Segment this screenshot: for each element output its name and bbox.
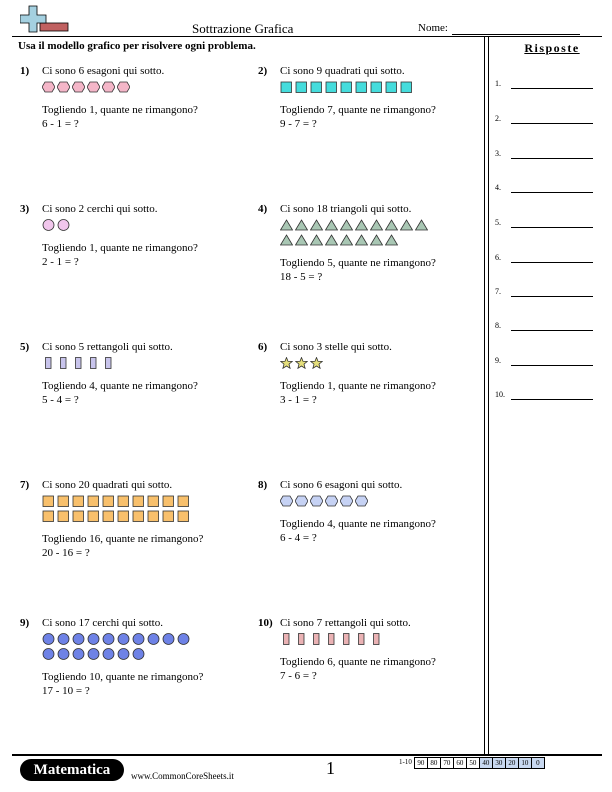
score-cell: 80: [427, 757, 441, 769]
square-icon: [42, 495, 55, 507]
square-icon: [385, 81, 398, 93]
answer-item: [495, 149, 595, 163]
circle-icon: [117, 648, 130, 660]
answer-number: 9.: [495, 356, 501, 365]
square-icon: [400, 81, 413, 93]
answer-number: 4.: [495, 183, 501, 192]
shape-model: [42, 81, 247, 93]
page-number: 1: [326, 758, 335, 778]
rect-icon: [87, 357, 100, 369]
column-divider-left: [484, 36, 485, 754]
rect-icon: [370, 633, 383, 645]
problem-question: Togliendo 1, quante ne rimangono?: [42, 104, 198, 116]
shape-model: [42, 633, 247, 660]
score-cell: 70: [440, 757, 454, 769]
square-icon: [147, 495, 160, 507]
answer-item: [495, 321, 595, 335]
score-cell: 60: [453, 757, 467, 769]
circle-icon: [42, 648, 55, 660]
problem-number: 8): [258, 479, 268, 491]
score-cell: 50: [466, 757, 480, 769]
triangle-icon: [295, 234, 308, 246]
problem-question: Togliendo 7, quante ne rimangono?: [280, 104, 436, 116]
hexagon-icon: [280, 495, 293, 507]
square-icon: [147, 510, 160, 522]
shape-model: [42, 219, 247, 231]
shape-model: [42, 495, 247, 522]
site-url: www.CommonCoreSheets.it: [131, 771, 234, 781]
answer-number: 5.: [495, 218, 501, 227]
rect-icon: [280, 633, 293, 645]
square-icon: [132, 510, 145, 522]
problem-equation: 20 - 16 = ?: [42, 547, 90, 559]
star-icon: [280, 357, 293, 369]
page-title: Sottrazione Grafica: [192, 21, 294, 36]
problem-number: 5): [20, 341, 30, 353]
circle-icon: [72, 633, 85, 645]
triangle-icon: [340, 219, 353, 231]
star-icon: [310, 357, 323, 369]
rect-icon: [102, 357, 115, 369]
shape-model: [280, 81, 485, 93]
circle-icon: [177, 633, 190, 645]
answer-line[interactable]: [511, 158, 593, 159]
rect-icon: [355, 633, 368, 645]
square-icon: [102, 495, 115, 507]
triangle-icon: [325, 219, 338, 231]
answer-item: [495, 390, 595, 404]
logo-icon: [20, 4, 70, 36]
rect-icon: [57, 357, 70, 369]
problem-equation: 7 - 6 = ?: [280, 670, 317, 682]
problem-question: Togliendo 1, quante ne rimangono?: [280, 380, 436, 392]
answer-line[interactable]: [511, 365, 593, 366]
problem-text: Ci sono 9 quadrati qui sotto.: [280, 65, 405, 77]
answer-item: [495, 79, 595, 93]
problem-question: Togliendo 10, quante ne rimangono?: [42, 671, 204, 683]
rect-icon: [295, 633, 308, 645]
triangle-icon: [280, 234, 293, 246]
answer-line[interactable]: [511, 88, 593, 89]
answer-number: 10.: [495, 390, 505, 399]
square-icon: [42, 510, 55, 522]
score-cell: 30: [492, 757, 506, 769]
answer-item: [495, 183, 595, 197]
rect-icon: [340, 633, 353, 645]
circle-icon: [147, 633, 160, 645]
problem-text: Ci sono 2 cerchi qui sotto.: [42, 203, 158, 215]
problem-text: Ci sono 6 esagoni qui sotto.: [280, 479, 403, 491]
triangle-icon: [280, 219, 293, 231]
hexagon-icon: [57, 81, 70, 93]
square-icon: [340, 81, 353, 93]
problem-question: Togliendo 5, quante ne rimangono?: [280, 257, 436, 269]
problem-text: Ci sono 6 esagoni qui sotto.: [42, 65, 165, 77]
square-icon: [177, 510, 190, 522]
triangle-icon: [385, 219, 398, 231]
answer-line[interactable]: [511, 296, 593, 297]
triangle-icon: [325, 234, 338, 246]
triangle-icon: [385, 234, 398, 246]
problem-number: 6): [258, 341, 268, 353]
square-icon: [57, 495, 70, 507]
triangle-icon: [370, 234, 383, 246]
square-icon: [117, 495, 130, 507]
hexagon-icon: [72, 81, 85, 93]
score-cell: 40: [479, 757, 493, 769]
rect-icon: [72, 357, 85, 369]
square-icon: [57, 510, 70, 522]
score-cell: 90: [414, 757, 428, 769]
star-icon: [295, 357, 308, 369]
circle-icon: [42, 219, 55, 231]
rect-icon: [42, 357, 55, 369]
circle-icon: [162, 633, 175, 645]
triangle-icon: [400, 219, 413, 231]
problem-text: Ci sono 17 cerchi qui sotto.: [42, 617, 163, 629]
problem-question: Togliendo 1, quante ne rimangono?: [42, 242, 198, 254]
problem-text: Ci sono 5 rettangoli qui sotto.: [42, 341, 173, 353]
problem-equation: 18 - 5 = ?: [280, 271, 323, 283]
square-icon: [102, 510, 115, 522]
column-divider-right: [488, 36, 489, 754]
circle-icon: [72, 648, 85, 660]
rect-icon: [310, 633, 323, 645]
square-icon: [117, 510, 130, 522]
score-cell: 20: [505, 757, 519, 769]
hexagon-icon: [310, 495, 323, 507]
problem-number: 9): [20, 617, 30, 629]
problem-text: Ci sono 3 stelle qui sotto.: [280, 341, 392, 353]
header-divider: [12, 36, 602, 37]
hexagon-icon: [325, 495, 338, 507]
score-cell: 1-10: [399, 758, 412, 766]
score-cell: 0: [531, 757, 545, 769]
square-icon: [72, 510, 85, 522]
brand-badge: Matematica: [20, 759, 124, 781]
shape-model: [280, 495, 485, 507]
hexagon-icon: [42, 81, 55, 93]
circle-icon: [42, 633, 55, 645]
square-icon: [325, 81, 338, 93]
problem-number: 1): [20, 65, 30, 77]
answer-line[interactable]: [511, 192, 593, 193]
answer-item: [495, 114, 595, 128]
circle-icon: [57, 219, 70, 231]
circle-icon: [57, 633, 70, 645]
circle-icon: [132, 648, 145, 660]
square-icon: [280, 81, 293, 93]
hexagon-icon: [355, 495, 368, 507]
triangle-icon: [310, 219, 323, 231]
problem-question: Togliendo 6, quante ne rimangono?: [280, 656, 436, 668]
problem-number: 7): [20, 479, 30, 491]
answer-item: [495, 287, 595, 301]
score-table: [398, 757, 545, 769]
square-icon: [87, 495, 100, 507]
triangle-icon: [355, 219, 368, 231]
problem-question: Togliendo 4, quante ne rimangono?: [42, 380, 198, 392]
circle-icon: [87, 633, 100, 645]
answer-item: [495, 218, 595, 232]
answer-line[interactable]: [511, 399, 593, 400]
answer-line[interactable]: [511, 262, 593, 263]
problem-question: Togliendo 16, quante ne rimangono?: [42, 533, 204, 545]
problem-text: Ci sono 7 rettangoli qui sotto.: [280, 617, 411, 629]
problem-number: 2): [258, 65, 268, 77]
shape-model: [280, 219, 485, 246]
answers-title: Risposte: [524, 41, 580, 55]
triangle-icon: [370, 219, 383, 231]
square-icon: [162, 495, 175, 507]
rect-icon: [325, 633, 338, 645]
hexagon-icon: [117, 81, 130, 93]
problem-text: Ci sono 18 triangoli qui sotto.: [280, 203, 412, 215]
circle-icon: [87, 648, 100, 660]
problem-equation: 5 - 4 = ?: [42, 394, 79, 406]
problem-equation: 2 - 1 = ?: [42, 256, 79, 268]
footer-divider: [12, 754, 602, 756]
answer-number: 2.: [495, 114, 501, 123]
answer-number: 8.: [495, 321, 501, 330]
circle-icon: [102, 633, 115, 645]
square-icon: [162, 510, 175, 522]
problem-number: 10): [258, 617, 273, 629]
triangle-icon: [355, 234, 368, 246]
triangle-icon: [310, 234, 323, 246]
answer-number: 3.: [495, 149, 501, 158]
hexagon-icon: [295, 495, 308, 507]
problem-question: Togliendo 4, quante ne rimangono?: [280, 518, 436, 530]
answer-item: [495, 253, 595, 267]
hexagon-icon: [87, 81, 100, 93]
square-icon: [72, 495, 85, 507]
answer-number: 6.: [495, 253, 501, 262]
square-icon: [87, 510, 100, 522]
circle-icon: [132, 633, 145, 645]
problem-equation: 9 - 7 = ?: [280, 118, 317, 130]
instructions: Usa il modello grafico per risolvere ogni problema.: [18, 40, 256, 52]
problem-equation: 17 - 10 = ?: [42, 685, 90, 697]
name-label: Nome:: [418, 22, 448, 34]
problem-equation: 3 - 1 = ?: [280, 394, 317, 406]
shape-model: [280, 633, 485, 645]
square-icon: [177, 495, 190, 507]
circle-icon: [57, 648, 70, 660]
circle-icon: [117, 633, 130, 645]
square-icon: [355, 81, 368, 93]
square-icon: [295, 81, 308, 93]
problem-equation: 6 - 1 = ?: [42, 118, 79, 130]
answer-line[interactable]: [511, 123, 593, 124]
answer-number: 1.: [495, 79, 501, 88]
shape-model: [42, 357, 247, 369]
square-icon: [132, 495, 145, 507]
square-icon: [370, 81, 383, 93]
triangle-icon: [340, 234, 353, 246]
problem-equation: 6 - 4 = ?: [280, 532, 317, 544]
answer-line[interactable]: [511, 330, 593, 331]
score-cell: 10: [518, 757, 532, 769]
square-icon: [310, 81, 323, 93]
name-field[interactable]: [452, 34, 580, 35]
hexagon-icon: [102, 81, 115, 93]
hexagon-icon: [340, 495, 353, 507]
shape-model: [280, 357, 485, 369]
problem-number: 4): [258, 203, 268, 215]
triangle-icon: [295, 219, 308, 231]
circle-icon: [102, 648, 115, 660]
problem-number: 3): [20, 203, 30, 215]
triangle-icon: [415, 219, 428, 231]
answer-item: [495, 356, 595, 370]
problem-text: Ci sono 20 quadrati qui sotto.: [42, 479, 173, 491]
answer-line[interactable]: [511, 227, 593, 228]
answer-number: 7.: [495, 287, 501, 296]
